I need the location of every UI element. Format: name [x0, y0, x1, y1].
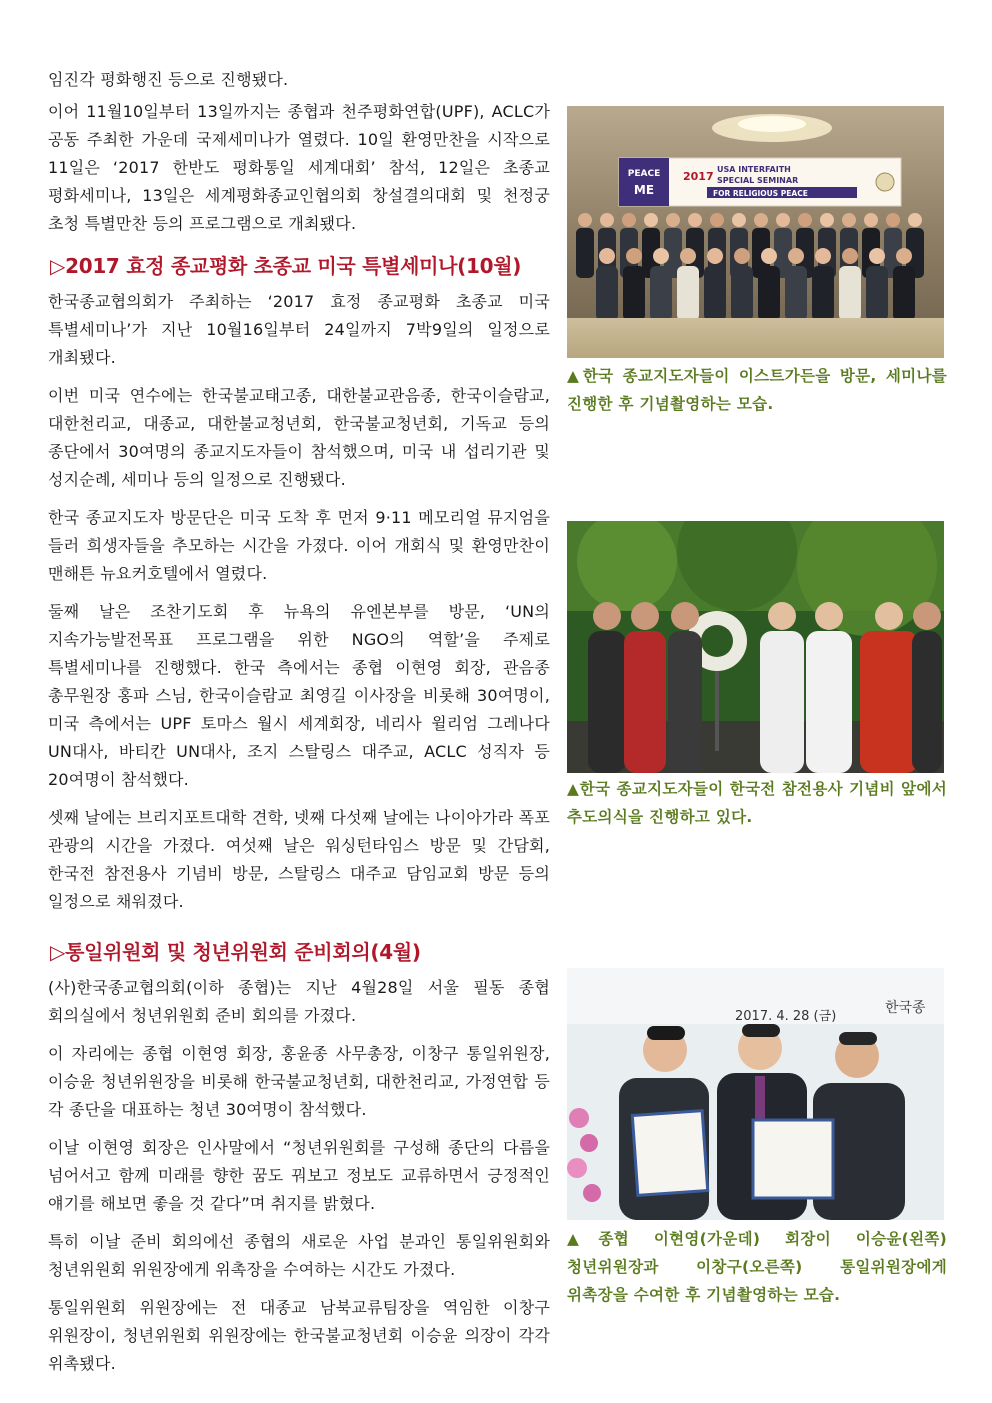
banner-date: 2017. 4. 28 (금) [735, 1009, 837, 1024]
group-photo-illustration [567, 106, 944, 358]
banner-line-2: SPECIAL SEMINAR [717, 176, 799, 185]
paragraph: 특히 이날 준비 회의에선 종협의 새로운 사업 분과인 통일위원회와 청년위원회 위원장에게 위촉장을 수여하는 시간도 가졌다. [48, 1232, 550, 1279]
paragraph: 이날 이현영 회장은 인사말에서 “청년위원회를 구성해 종단의 다름을 넘어서고 함께 미래를 향한 꿈도 꿔보고 정보도 교류하면서 긍정적인 얘기를 해보면 좋을 것 같다”며 취지를 밝혔다. [48, 1138, 550, 1213]
certificate-photo-illustration [567, 968, 944, 1220]
banner-org: 한국종 [885, 1000, 926, 1016]
memorial-photo-illustration [567, 521, 944, 773]
banner-year: 2017 [683, 170, 714, 183]
paragraph: 한국 종교지도자 방문단은 미국 도착 후 먼저 9·11 메모리얼 뮤지엄을 들러 희생자들을 추모하는 시간을 가졌다. 이어 개회식 및 환영만찬이 맨해튼 뉴요커호텔에서 열렸다. [48, 508, 550, 583]
banner-peace: PEACE [627, 169, 661, 179]
photo-caption-1: ▲한국 종교지도자들이 이스트가든을 방문, 세미나를 진행한 후 기념촬영하는 모습. [567, 367, 947, 413]
paragraph: 통일위원회 위원장에는 전 대종교 남북교류팀장을 역임한 이창구 위원장이, 청년위원회 위원장에는 한국불교청년회 이승윤 의장이 각각 위촉됐다. [48, 1298, 550, 1373]
photo-caption-3: ▲종협 이현영(가운데) 회장이 이승윤(왼쪽) 청년위원장과 이창구(오른쪽) 통일위원장에게 위촉장을 수여한 후 기념촬영하는 모습. [567, 1230, 947, 1304]
paragraph: (사)한국종교협의회(이하 종협)는 지난 4월28일 서울 필동 종협 회의실에서 청년위원회 준비 회의를 가졌다. [48, 978, 550, 1025]
paragraph: 이 자리에는 종협 이현영 회장, 홍윤종 사무총장, 이창구 통일위원장, 이승윤 청년위원장을 비롯해 한국불교청년회, 대한천리교, 가정연합 등 각 종단을 대표하는 청년 30여명이 참석했다. [48, 1044, 550, 1119]
paragraph: 이어 11월10일부터 13일까지는 종협과 천주평화연합(UPF), ACLC가 공동 주최한 가운데 국제세미나가 열렸다. 10일 환영만찬을 시작으로 11일은 ‘2017 한반도 평화통일 세계대회’ 참석, 12일은 초종교 평화세미나, 13일은 세계평화종교인협의회 창설결의대회 및 천정궁 초청 특별만찬 등의 프로그램으로 개최됐다. [48, 102, 550, 233]
photo-memorial-ceremony [567, 521, 944, 773]
paragraph: 이번 미국 연수에는 한국불교태고종, 대한불교관음종, 한국이슬람교, 대한천리교, 대종교, 대한불교청년회, 한국불교청년회, 기독교 등의 종단에서 30여명의 종교지도자들이 참석했으며, 미국 내 섭리기관 및 성지순례, 세미나 등의 일정으로 진행됐다. [48, 386, 550, 489]
banner-line-3: FOR RELIGIOUS PEACE [713, 189, 808, 198]
banner-line-1: USA INTERFAITH [717, 165, 791, 174]
banner-me: ME [633, 183, 655, 197]
photo-group-east-garden [567, 106, 944, 358]
paragraph: 둘째 날은 조찬기도회 후 뉴욕의 유엔본부를 방문, ‘UN의 지속가능발전목표 프로그램을 위한 NGO의 역할’을 주제로 특별세미나를 진행했다. 한국 측에서는 종협 이현영 회장, 관음종 총무원장 홍파 스님, 한국이슬람교 최영길 이사장을 비롯해 30여명이, 미국 측에서는 UPF 토마스 월시 세계회장, 네리사 윌리엄 그레나다 UN대사, 바티칸 UN대사, 조지 스탈링스 대주교, ACLC 성직자 등 20여명이 참석했다. [48, 602, 550, 789]
photo-certificate-ceremony [567, 968, 944, 1220]
photo-caption-2: ▲한국 종교지도자들이 한국전 참전용사 기념비 앞에서 추도의식을 진행하고 있다. [567, 780, 947, 826]
paragraph: 한국종교협의회가 주최하는 ‘2017 효정 종교평화 초종교 미국 특별세미나’가 지난 10월16일부터 24일까지 7박9일의 일정으로 개최됐다. [48, 292, 550, 367]
section-heading-committee: ▷통일위원회 및 청년위원회 준비회의(4월) [50, 940, 421, 964]
paragraph: 임진각 평화행진 등으로 진행됐다. [48, 70, 289, 89]
paragraph: 셋째 날에는 브리지포트대학 견학, 넷째 다섯째 날에는 나이아가라 폭포 관광의 시간을 가졌다. 여섯째 날은 워싱턴타임스 방문 및 간담회, 한국전 참전용사 기념비 방문, 스탈링스 대주교 담임교회 방문 등의 일정으로 채워졌다. [48, 808, 550, 911]
article-body [48, 66, 550, 1388]
section-heading-seminar: ▷2017 효정 종교평화 초종교 미국 특별세미나(10월) [50, 254, 522, 278]
